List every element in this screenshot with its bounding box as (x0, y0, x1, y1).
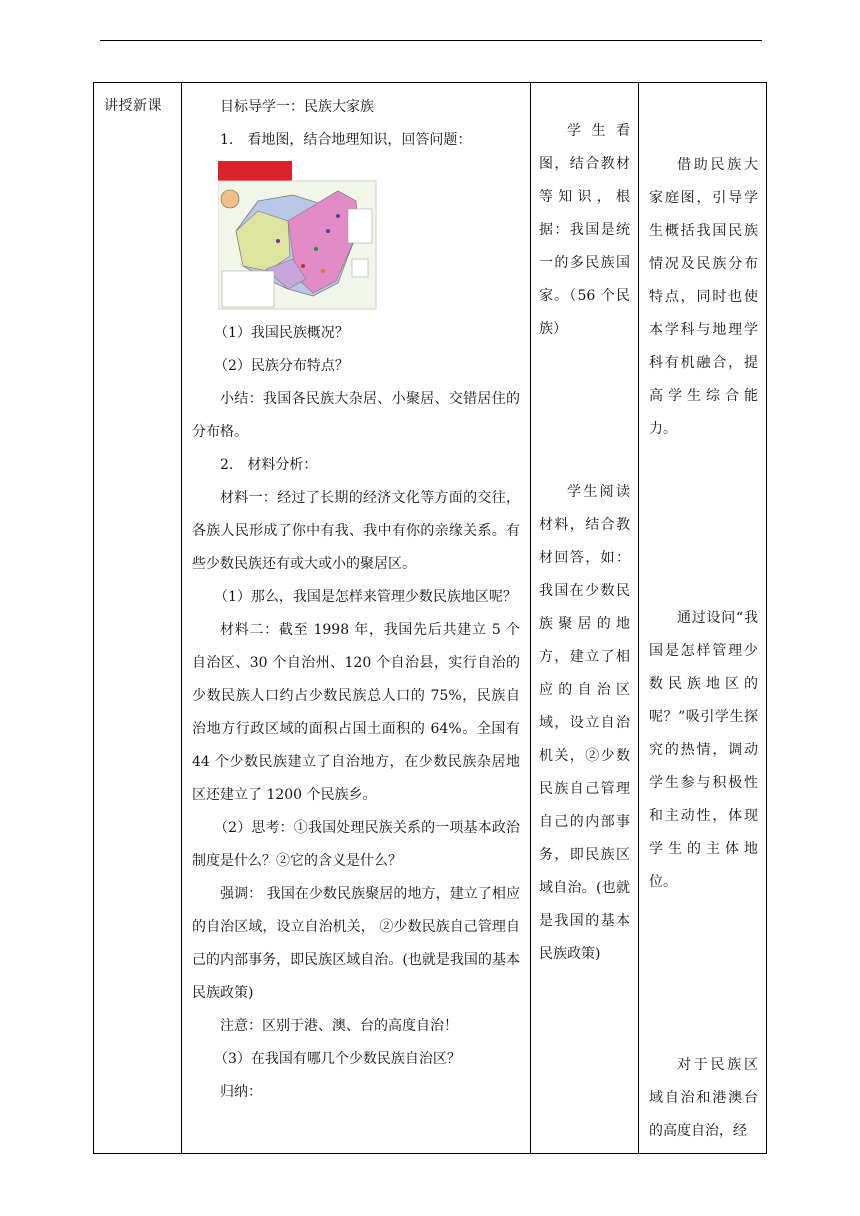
question-5: （3）在我国有哪几个少数民族自治区？ (214, 1051, 461, 1067)
section-label: 讲授新课 (104, 98, 162, 114)
student-activity-1: 学 生 看图，结合教材等知识，根据：我国是统一的多民族国家。（56 个民族） (539, 123, 630, 337)
heading: 目标导学一：民族大家族 (220, 99, 374, 115)
content-cell (182, 83, 531, 1154)
table-row (94, 83, 767, 1154)
conclusion: 归纳： (220, 1084, 262, 1100)
lesson-table (93, 82, 767, 1154)
section-label-cell (94, 83, 182, 1154)
ethnic-map-image (218, 161, 378, 311)
item-2: 2. 材料分析： (220, 457, 318, 473)
material-1: 材料一：经过了长期的经济文化等方面的交往，各族人民形成了你中有我、我中有你的亲缘关系。有些少数民族还有或大或小的聚居区。 (192, 490, 520, 572)
design-intent-3: 对于民族区域自治和港澳台的高度自治，经 (649, 1057, 758, 1139)
student-activity-cell (531, 83, 639, 1154)
question-1: （1）我国民族概况？ (214, 325, 349, 341)
question-2: （2）民族分布特点？ (214, 358, 349, 374)
design-intent-cell (639, 83, 767, 1154)
design-intent-2: 通过设问“我国是怎样管理少数民族地区的呢？”吸引学生探究的热情，调动学生参与积极性和主动性，体现学生的主体地位。 (649, 610, 758, 890)
material-2: 材料二：截至 1998 年，我国先后共建立 5 个自治区、30 个自治州、120 个自治县，实行自治的少数民族人口约占少数民族总人口的 75%，民族自治地方行政区域的面积占国土面积的 64%。全国有 44 个少数民族建立了自治地方，在少数民族杂居地区还建立了 1200 个民族乡。 (192, 622, 520, 803)
note: 注意：区别于港、澳、台的高度自治！ (220, 1018, 458, 1034)
question-4: （2）思考：①我国处理民族关系的一项基本政治制度是什么？②它的含义是什么？ (192, 820, 520, 869)
item-1: 1. 看地图，结合地理知识，回答问题： (220, 132, 472, 148)
student-activity-2: 学生阅读材料，结合教材回答，如：我国在少数民族聚居的地方，建立了相应的自治区域，设立自治机关，②少数民族自己管理自己的内部事务，即民族区域自治。(也就是我国的基本民族政策) (539, 484, 630, 962)
header-rule (100, 40, 762, 41)
summary: 小结：我国各民族大杂居、小聚居、交错居住的分布格。 (192, 391, 520, 440)
design-intent-1: 借助民族大家庭图，引导学生概括我国民族情况及民族分布特点，同时也使本学科与地理学科有机融合，提高学生综合能力。 (649, 157, 758, 437)
emphasis: 强调： 我国在少数民族聚居的地方，建立了相应的自治区域，设立自治机关， ②少数民族自己管理自己的内部事务，即民族区域自治。(也就是我国的基本民族政策) (192, 886, 520, 1001)
question-3: （1）那么，我国是怎样来管理少数民族地区呢？ (214, 589, 517, 605)
